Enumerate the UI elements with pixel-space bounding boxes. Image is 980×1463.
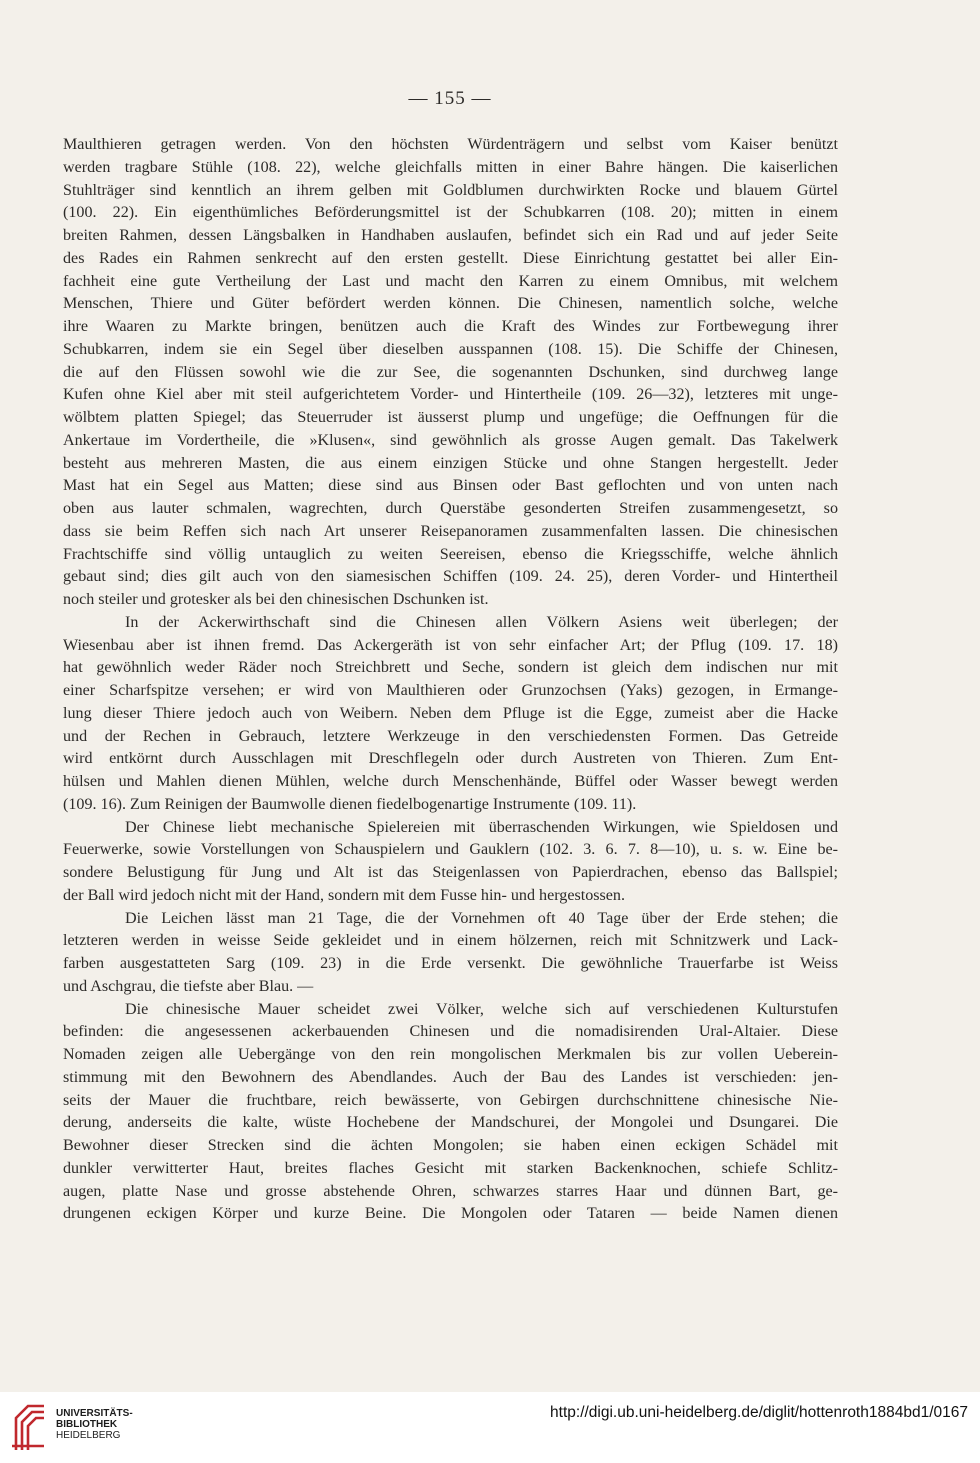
text-line: befinden: die angesessenen ackerbauenden Chinesen und die nomadisirenden Ural-Altaier. Diese — [63, 1023, 838, 1041]
text-line: werden tragbare Stühle (108. 22), welche gleichfalls mitten in einer Bahre hängen. Die kaiserlichen — [63, 158, 838, 176]
text-line: In der Ackerwirthschaft sind die Chinesen allen Völkern Asiens weit überlegen; der — [125, 613, 838, 631]
text-line: besteht aus mehreren Masten, die aus einem einzigen Stücke und ohne Stangen hergestellt. Jeder — [63, 454, 838, 472]
text-line: Nomaden zeigen alle Uebergänge von den rein mongolischen Merkmalen bis zur vollen Ueberein- — [63, 1046, 838, 1063]
text-line: noch steiler und grotesker als bei den chinesischen Dschunken ist. — [63, 591, 489, 608]
text-line: des Rades ein Rahmen senkrecht auf den ersten gestellt. Diese Einrichtung gestattet bei aller Ein- — [63, 249, 838, 267]
text-line: Menschen, Thiere und Güter befördert werden können. Die Chinesen, namentlich solche, welche — [63, 295, 838, 313]
text-line: oben aus lauter schmalen, wagrechten, durch Querstäbe gesonderten Streifen zusammengesetzt, so — [63, 500, 838, 517]
text-line: die auf den Flüssen sowohl wie die zur See, die sogenannten Dschunken, sind durchweg lange — [63, 363, 838, 381]
text-line: drungenen eckigen Körper und kurze Beine. Die Mongolen oder Tataren — beide Namen dienen — [63, 1205, 838, 1223]
text-line: Frachtschiffe sind völlig untauglich zu weiten Seereisen, ebenso die Kriegsschiffe, welche ähnlich — [63, 545, 838, 563]
text-line: und Aschgrau, die tiefste aber Blau. — — [63, 977, 314, 995]
library-name-line: UNIVERSITÄTS- — [56, 1408, 133, 1419]
text-line: Maulthieren getragen werden. Von den höchsten Würdenträgern und selbst vom Kaiser benützt — [63, 136, 838, 153]
text-line: Bewohner dieser Strecken sind die ächten Mongolen; sie haben einen eckigen Schädel mit — [63, 1137, 838, 1154]
text-line: (109. 16). Zum Reinigen der Baumwolle dienen fiedelbogenartige Instrumente (109. 11). — [63, 795, 637, 813]
text-line: Der Chinese liebt mechanische Spielereien mit überraschenden Wirkungen, wie Spieldosen und — [125, 818, 838, 836]
text-line: stimmung mit den Bewohnern des Abendlandes. Auch der Bau des Landes ist verschieden: jen- — [63, 1068, 838, 1086]
text-line: Kufen ohne Kiel aber mit steil aufgerichtetem Vorder- und Hintertheile (109. 26—32), letzteres mit unge- — [63, 386, 838, 404]
text-line: sondere Belustigung für Jung und Alt ist das Steigenlassen von Papierdrachen, ebenso das Ballspiel; — [63, 864, 838, 881]
text-line: Schubkarren, indem sie ein Segel über dieselben ausspannen (108. 15). Die Schiffe der Chinesen, — [63, 340, 838, 358]
library-name-line: HEIDELBERG — [56, 1430, 121, 1441]
text-line: und der Rechen in Gebrauch, letztere Werkzeuge in den verschiedensten Formen. Das Getreide — [63, 727, 838, 745]
text-line: einer Scharfspitze versehen; er wird von Maulthieren oder Grunzochsen (Yaks) gezogen, in Ermange- — [63, 682, 838, 699]
text-line: wird entkörnt durch Ausschlagen mit Dreschflegeln oder durch Austreten von Thieren. Zum Ent- — [63, 750, 838, 768]
library-logo-icon — [10, 1400, 50, 1454]
source-url-link[interactable]: http://digi.ub.uni-heidelberg.de/diglit/hottenroth1884bd1/0167 — [550, 1404, 968, 1421]
text-line: der Ball wird jedoch nicht mit der Hand, sondern mit dem Fusse hin- und hergestossen. — [63, 886, 625, 904]
text-line: ihre Waaren zu Markte bringen, benützen auch die Kraft des Windes zur Fortbewegung ihrer — [63, 318, 838, 335]
text-line: Mast hat ein Segel aus Matten; diese sind aus Binsen oder Bast geflochten und von unten nach — [63, 477, 838, 495]
text-line: dass sie beim Reffen sich nach Art unserer Reisepanoramen zusammenfalten lassen. Die chinesischen — [63, 522, 838, 540]
text-line: gebaut sind; dies gilt auch von den siamesischen Schiffen (109. 24. 25), deren Vorder- und Hintertheil — [63, 568, 838, 586]
body-text — [63, 134, 838, 1226]
text-line: augen, platte Nase und grosse abstehende Ohren, schwarzes starres Haar und dünnen Bart, ge- — [63, 1182, 838, 1200]
text-line: Ankertaue im Vordertheile, die »Klusen«, sind gewöhnlich als grosse Augen gemalt. Das Takelwerk — [63, 431, 838, 449]
text-line: seits der Mauer die fruchtbare, reich bewässerte, von Gebirgen durchschnittene chinesische Nie- — [63, 1091, 838, 1109]
text-line: letzteren werden in weisse Seide gekleidet und in einem hölzernen, reich mit Schnitzwerk und Lack- — [63, 932, 838, 950]
text-line: Die chinesische Mauer scheidet zwei Völker, welche sich auf verschiedenen Kulturstufen — [125, 1000, 838, 1018]
text-line: dunkler verwitterter Haut, breites flaches Gesicht mit starken Backenknochen, schiefe Schlitz- — [63, 1159, 838, 1177]
text-line: hat gewöhnlich weder Räder noch Streichbrett und Seche, sondern ist gleich dem indischen nur mit — [63, 659, 838, 677]
text-line: Wiesenbau aber ist ihnen fremd. Das Ackergeräth ist von sehr einfacher Art; der Pflug (109. 17. 18) — [63, 636, 838, 654]
library-name — [56, 1408, 133, 1441]
text-line: Feuerwerke, sowie Vorstellungen von Schauspielern und Gauklern (102. 3. 6. 7. 8—10), u. s. w. Eine be- — [63, 841, 838, 859]
text-line: fachheit eine gute Vertheilung der Last und macht den Karren zu einem Omnibus, mit welchem — [63, 272, 838, 290]
text-line: farben ausgestatteten Sarg (109. 23) in die Erde versenkt. Die gewöhnliche Trauerfarbe ist Weiss — [63, 955, 838, 972]
text-line: wölbtem platten Spiegel; das Steuerruder ist äusserst plump und ungefüge; die Oeffnungen für die — [63, 409, 838, 426]
text-line: hülsen und Mahlen dienen Mühlen, welche durch Menschenhände, Büffel oder Wasser bewegt werden — [63, 773, 838, 790]
text-line: (100. 22). Ein eigenthümliches Beförderungsmittel ist der Schubkarren (108. 20); mitten in einem — [63, 204, 838, 222]
footer-bar — [0, 1392, 980, 1463]
text-line: lung dieser Thiere jedoch auch von Weibern. Neben dem Pfluge ist die Egge, zumeist aber die Hacke — [63, 704, 838, 722]
library-name-line: BIBLIOTHEK — [56, 1419, 118, 1430]
page-number: — 155 — — [408, 88, 492, 109]
text-line: Die Leichen lässt man 21 Tage, die der Vornehmen oft 40 Tage über der Erde stehen; die — [125, 909, 838, 927]
text-line: Stuhlträger sind kenntlich an ihrem gelben mit Goldblumen durchwirkten Rocke und blauem Gürtel — [63, 181, 838, 199]
text-line: derung, anderseits die kalte, wüste Hochebene der Mandschurei, der Mongolei und Dsungarei. Die — [63, 1114, 838, 1132]
text-line: breiten Rahmen, dessen Längsbalken in Handhaben auslaufen, befindet sich ein Rad und auf jeder Seite — [63, 227, 838, 244]
